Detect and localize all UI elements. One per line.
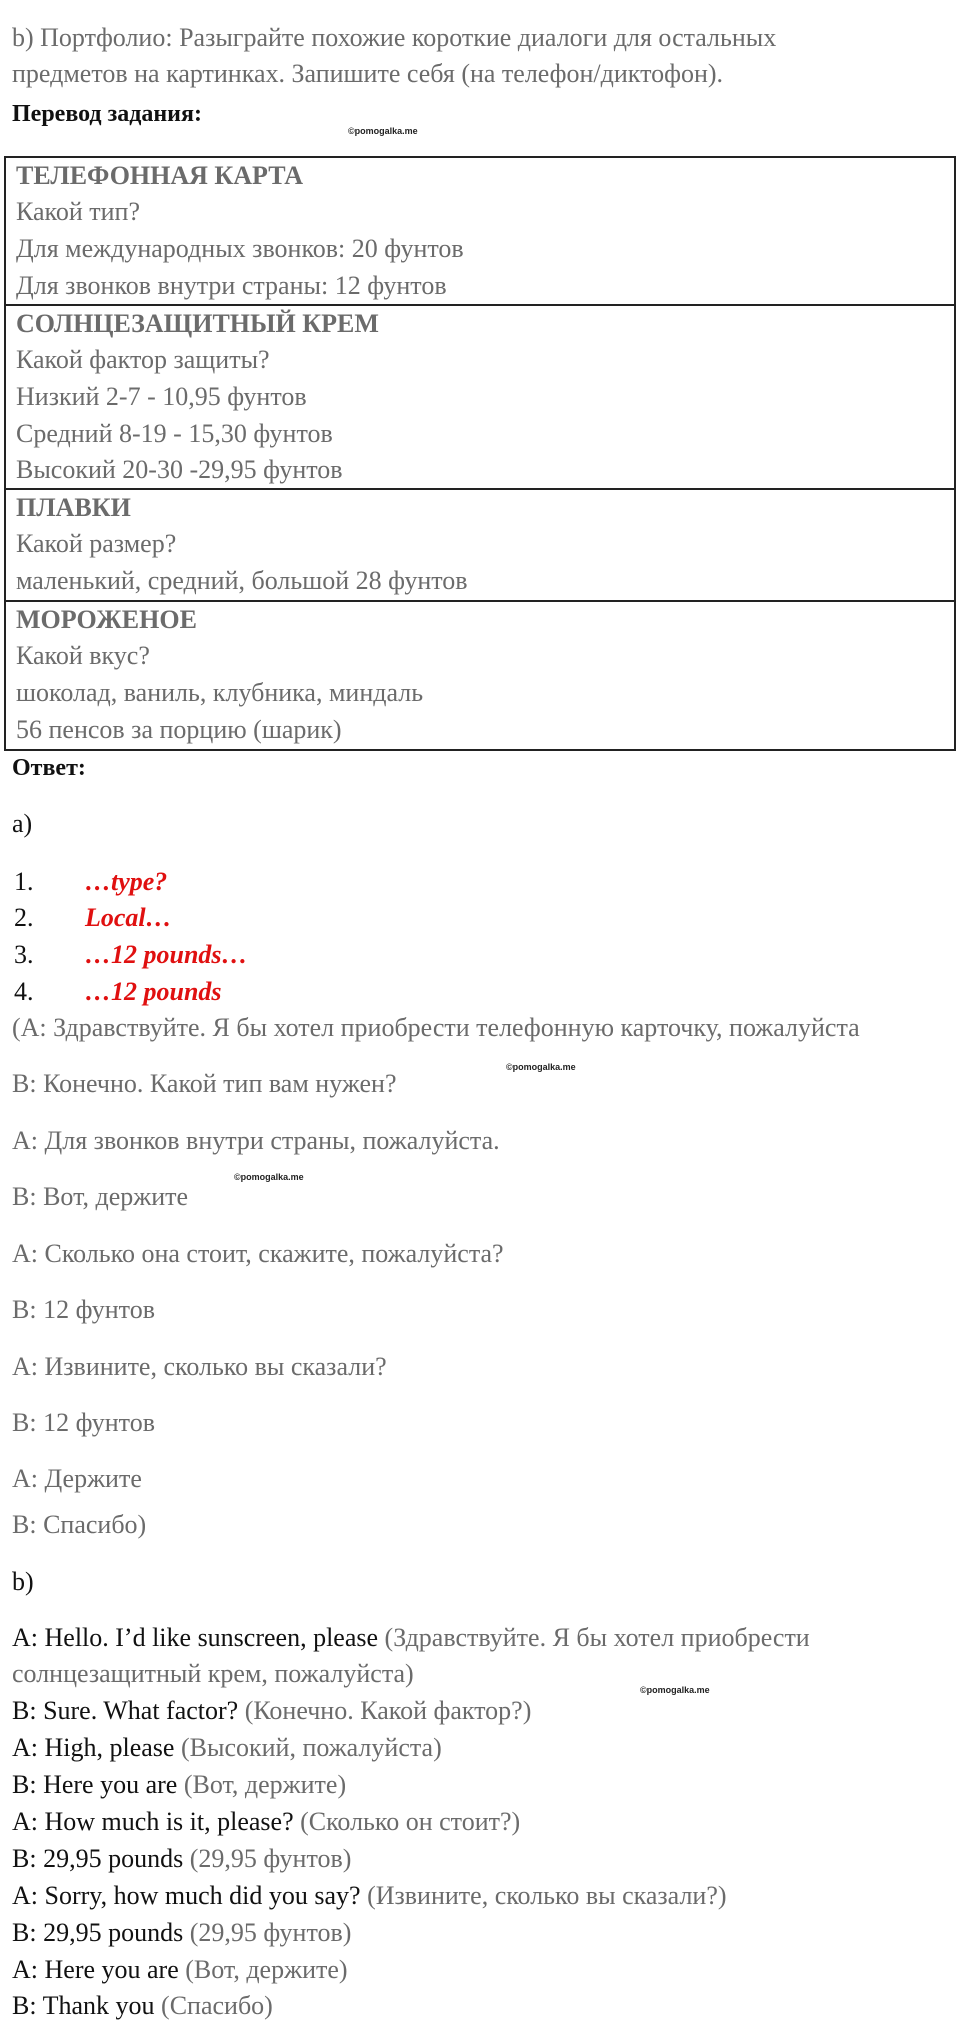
dialog-a-line: В: Конечно. Какой тип вам нужен? bbox=[12, 1069, 397, 1098]
task-line-2: предметов на картинках. Запишите себя (на телефон/диктофон). bbox=[12, 59, 724, 88]
cell-line: Какой тип? bbox=[16, 197, 140, 226]
cell-line: Низкий 2-7 - 10,95 фунтов bbox=[16, 382, 307, 411]
item-number: 1. bbox=[14, 867, 34, 896]
part-a-label: a) bbox=[12, 809, 33, 838]
translation-heading: Перевод задания: bbox=[12, 101, 202, 127]
dialog-b-line: B: Sure. What factor? (Конечно. Какой фактор?) bbox=[12, 1696, 532, 1725]
dialog-b-line: B: 29,95 pounds (29,95 фунтов) bbox=[12, 1844, 352, 1873]
item-number: 2. bbox=[14, 903, 34, 932]
cell-line: Какой фактор защиты? bbox=[16, 345, 270, 374]
dialog-a-line: (А: Здравствуйте. Я бы хотел приобрести телефонную карточку, пожалуйста bbox=[12, 1013, 860, 1042]
cell-line: шоколад, ваниль, клубника, миндаль bbox=[16, 678, 424, 707]
dialog-b-line: A: Here you are (Вот, держите) bbox=[12, 1955, 348, 1984]
dialog-a-line: В: Спасибо) bbox=[12, 1510, 147, 1539]
cell-line: Для международных звонков: 20 фунтов bbox=[16, 234, 464, 263]
cell-title: МОРОЖЕНОЕ bbox=[16, 605, 197, 634]
dialog-b-line: B: 29,95 pounds (29,95 фунтов) bbox=[12, 1918, 352, 1947]
answer-heading: Ответ: bbox=[12, 755, 86, 781]
table-cell-sunscreen bbox=[4, 304, 956, 490]
dialog-a-line: В: 12 фунтов bbox=[12, 1295, 155, 1324]
watermark: ©pomogalka.me bbox=[348, 126, 418, 136]
dialog-b-line: B: Here you are (Вот, держите) bbox=[12, 1770, 347, 1799]
answer-item: …type? bbox=[85, 867, 168, 896]
table-cell-icecream bbox=[4, 600, 956, 751]
dialog-a-line: А: Сколько она стоит, скажите, пожалуйста? bbox=[12, 1239, 504, 1268]
dialog-b-line: A: How much is it, please? (Сколько он стоит?) bbox=[12, 1807, 521, 1836]
dialog-b-line: солнцезащитный крем, пожалуйста) bbox=[12, 1659, 414, 1688]
task-line-1: b) Портфолио: Разыграйте похожие короткие диалоги для остальных bbox=[12, 23, 777, 52]
dialog-a-line: А: Держите bbox=[12, 1464, 142, 1493]
cell-line: Для звонков внутри страны: 12 фунтов bbox=[16, 271, 447, 300]
cell-line: маленький, средний, большой 28 фунтов bbox=[16, 566, 468, 595]
cell-line: Высокий 20-30 -29,95 фунтов bbox=[16, 455, 343, 484]
cell-line: 56 пенсов за порцию (шарик) bbox=[16, 715, 342, 744]
answer-item: …12 pounds bbox=[85, 977, 222, 1006]
answer-item: Local… bbox=[85, 903, 172, 932]
part-b-label: b) bbox=[12, 1567, 34, 1596]
item-number: 3. bbox=[14, 940, 34, 969]
dialog-a-line: А: Для звонков внутри страны, пожалуйста. bbox=[12, 1126, 500, 1155]
watermark: ©pomogalka.me bbox=[506, 1062, 576, 1072]
table-cell-phonecard bbox=[4, 156, 956, 306]
cell-title: ТЕЛЕФОННАЯ КАРТА bbox=[16, 161, 304, 190]
table-cell-swimtrunks bbox=[4, 488, 956, 602]
cell-line: Средний 8-19 - 15,30 фунтов bbox=[16, 419, 333, 448]
watermark: ©pomogalka.me bbox=[234, 1172, 304, 1182]
dialog-b-line: A: Sorry, how much did you say? (Извините, сколько вы сказали?) bbox=[12, 1881, 727, 1910]
dialog-a-line: В: Вот, держите bbox=[12, 1182, 189, 1211]
dialog-a-line: А: Извините, сколько вы сказали? bbox=[12, 1352, 387, 1381]
cell-title: ПЛАВКИ bbox=[16, 493, 131, 522]
answer-item: …12 pounds… bbox=[85, 940, 248, 969]
dialog-a-line: В: 12 фунтов bbox=[12, 1408, 155, 1437]
cell-line: Какой вкус? bbox=[16, 641, 150, 670]
cell-line: Какой размер? bbox=[16, 529, 177, 558]
dialog-b-line: B: Thank you (Спасибо) bbox=[12, 1991, 273, 2020]
cell-title: СОЛНЦЕЗАЩИТНЫЙ КРЕМ bbox=[16, 309, 379, 338]
watermark: ©pomogalka.me bbox=[640, 1685, 710, 1695]
dialog-b-line: A: Hello. I’d like sunscreen, please (Здравствуйте. Я бы хотел приобрести bbox=[12, 1623, 810, 1652]
item-number: 4. bbox=[14, 977, 34, 1006]
dialog-b-line: A: High, please (Высокий, пожалуйста) bbox=[12, 1733, 442, 1762]
